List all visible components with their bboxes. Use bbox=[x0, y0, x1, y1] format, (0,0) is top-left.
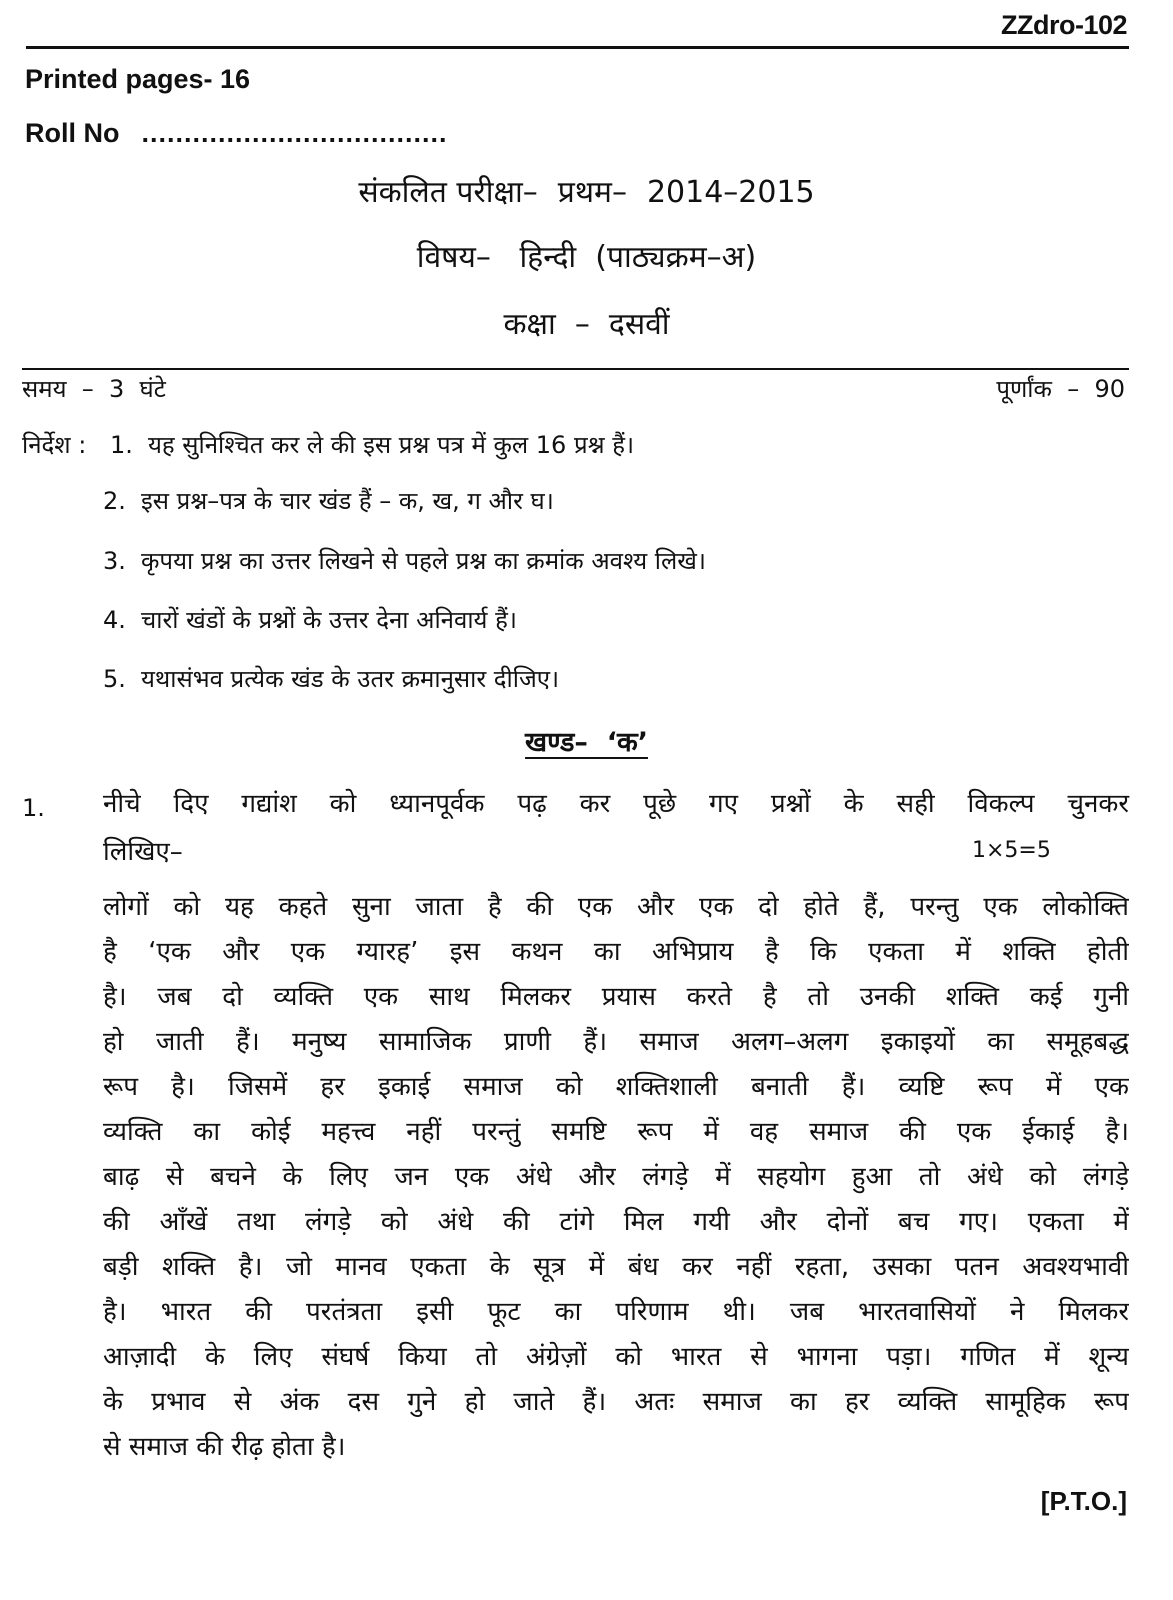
instruction-text: यह सुनिश्चित कर ले की इस प्रश्न पत्र में कुल 16 प्रश्न हैं। bbox=[148, 431, 635, 459]
paper-code: ZZdro-102 bbox=[1000, 10, 1127, 40]
instruction-4 bbox=[103, 603, 517, 636]
class-title: कक्षा – दसवीं bbox=[503, 307, 670, 342]
exam-title-part2: प्रथम– bbox=[557, 175, 627, 210]
passage-line: रूप है। जिसमें हर इकाई समाज को शक्तिशाली बनाती हैं। व्यष्टि रूप में एक bbox=[103, 1072, 1129, 1102]
passage-line: व्यक्ति का कोई महत्त्व नहीं परन्तुं समष्टि रूप में वह समाज की एक ईकाई है। bbox=[103, 1117, 1129, 1147]
pto-label: [P.T.O.] bbox=[1040, 1486, 1127, 1516]
printed-pages: Printed pages- 16 bbox=[25, 64, 251, 94]
question-text-line1: नीचे दिए गद्यांश को ध्यानपूर्वक पढ़ कर पूछे गए प्रश्नों के सही विकल्प चुनकर bbox=[103, 789, 1129, 819]
question-number: 1. bbox=[22, 794, 45, 822]
passage-line: लोगों को यह कहते सुना जाता है की एक और एक दो होते हैं, परन्तु एक लोकोक्ति bbox=[103, 892, 1129, 922]
instruction-number: 4. bbox=[103, 606, 126, 634]
instruction-number: 2. bbox=[103, 487, 126, 515]
passage-line: है। जब दो व्यक्ति एक साथ मिलकर प्रयास करते है तो उनकी शक्ति कई गुनी bbox=[103, 982, 1129, 1012]
instruction-2 bbox=[103, 484, 554, 517]
middle-rule bbox=[22, 368, 1129, 370]
passage-line: हो जाती हैं। मनुष्य सामाजिक प्राणी हैं। समाज अलग–अलग इकाइयों का समूहबद्ध bbox=[103, 1027, 1129, 1057]
top-rule bbox=[26, 46, 1129, 49]
instruction-number: 1. bbox=[110, 431, 133, 459]
roll-label: Roll No bbox=[25, 118, 120, 148]
instruction-1 bbox=[110, 428, 634, 461]
roll-dots: .................................... bbox=[141, 118, 448, 148]
instruction-text: चारों खंडों के प्रश्नों के उत्तर देना अनिवार्य हैं। bbox=[141, 606, 517, 634]
instruction-number: 5. bbox=[103, 665, 126, 693]
passage bbox=[103, 885, 1129, 1470]
question-marks: 1×5=5 bbox=[972, 838, 1051, 863]
passage-line: है। भारत की परतंत्रता इसी फूट का परिणाम थी। जब भारतवासियों ने मिलकर bbox=[103, 1297, 1129, 1327]
instruction-text: कृपया प्रश्न का उत्तर लिखने से पहले प्रश्न का क्रमांक अवश्य लिखे। bbox=[141, 547, 706, 575]
passage-line: आज़ादी के लिए संघर्ष किया तो अंग्रेज़ों को भारत से भागना पड़ा। गणित में शून्य bbox=[103, 1342, 1129, 1372]
passage-line: बड़ी शक्ति है। जो मानव एकता के सूत्र में बंध कर नहीं रहता, उसका पतन अवश्यभावी bbox=[103, 1252, 1129, 1282]
question-text-line2: लिखिए– bbox=[103, 837, 183, 867]
passage-line: के प्रभाव से अंक दस गुने हो जाते हैं। अतः समाज का हर व्यक्ति सामूहिक रूप bbox=[103, 1387, 1129, 1417]
instruction-5 bbox=[103, 662, 559, 695]
exam-title bbox=[0, 170, 1173, 211]
instruction-3 bbox=[103, 544, 706, 577]
instruction-text: इस प्रश्न–पत्र के चार खंड हैं – क, ख, ग और घ। bbox=[141, 487, 554, 515]
passage-line: है ‘एक और एक ग्यारह’ इस कथन का अभिप्राय है कि एकता में शक्ति होती bbox=[103, 937, 1129, 967]
subject-title: विषय– हिन्दी (पाठ्यक्रम–अ) bbox=[416, 240, 757, 275]
max-marks: पूर्णांक – 90 bbox=[996, 375, 1125, 403]
exam-title-part1: संकलित परीक्षा– bbox=[358, 175, 538, 210]
passage-line: से समाज की रीढ़ होता है। bbox=[103, 1432, 346, 1462]
instructions-label: निर्देश : bbox=[22, 431, 87, 459]
roll-number bbox=[25, 118, 448, 149]
instruction-number: 3. bbox=[103, 547, 126, 575]
section-title: खण्ड– ‘क’ bbox=[525, 727, 648, 758]
passage-line: की आँखें तथा लंगड़े को अंधे की टांगे मिल गयी और दोनों बच गए। एकता में bbox=[103, 1207, 1129, 1237]
section-heading bbox=[0, 722, 1173, 759]
instruction-text: यथासंभव प्रत्येक खंड के उतर क्रमानुसार दीजिए। bbox=[141, 665, 560, 693]
passage-line: बाढ़ से बचने के लिए जन एक अंधे और लंगड़े में सहयोग हुआ तो अंधे को लंगड़े bbox=[103, 1162, 1129, 1192]
time-allowed: समय – 3 घंटे bbox=[22, 375, 166, 403]
exam-year: 2014–2015 bbox=[646, 175, 815, 210]
